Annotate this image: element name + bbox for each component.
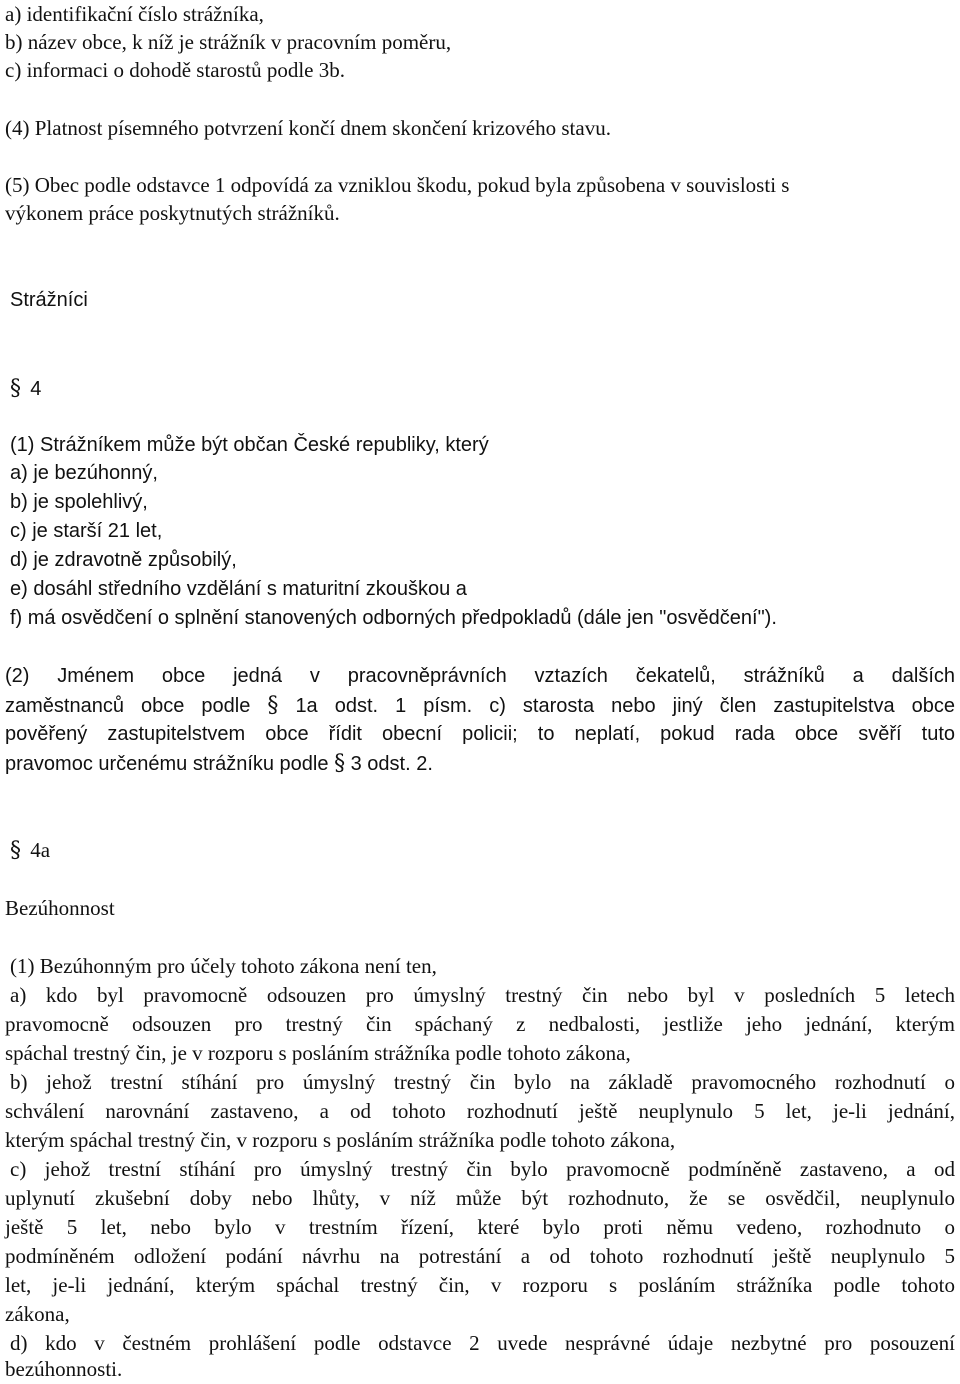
paragraph-intro: (1) Strážníkem může být občan České republiky, který (10, 434, 489, 456)
paragraph-line: b) jehož trestní stíhání pro úmyslný trestný čin bylo na základě pravomocného rozhodnutí o (10, 1070, 955, 1094)
paragraph-line: bezúhonnosti. (5, 1357, 123, 1381)
paragraph-5-line: (5) Obec podle odstavce 1 odpovídá za vzniklou škodu, pokud byla způsobena v souvislosti s (5, 173, 790, 197)
paragraph-intro: (1) Bezúhonným pro účely tohoto zákona není ten, (10, 954, 437, 978)
section-number: 4a (30, 838, 51, 862)
paragraph-5-line: výkonem práce poskytnutých strážníků. (5, 201, 340, 225)
heading-bezuhonnost: Bezúhonnost (5, 896, 115, 920)
list-item: f) má osvědčení o splnění stanovených odborných předpokladů (dále jen "osvědčení"). (10, 607, 777, 629)
paragraph-line: a) kdo byl pravomocně odsouzen pro úmyslný trestný čin nebo byl v posledních 5 letech (10, 983, 955, 1007)
paragraph-line: zaměstnanců obce podle § 1a odst. 1 písm. c) starosta nebo jiný člen zastupitelstva obce (5, 693, 955, 718)
paragraph-line: c) jehož trestní stíhání pro úmyslný trestný čin bylo pravomocně podmíněně zastaveno, a od (10, 1157, 955, 1181)
paragraph-line: let, je-li jednání, kterým spáchal trestný čin, v rozporu s posláním strážníka podle tohoto (5, 1273, 955, 1297)
section-mark: § (10, 376, 21, 401)
section-number: 4 (30, 378, 42, 400)
list-item: c) je starší 21 let, (10, 520, 163, 542)
section-heading (10, 374, 41, 403)
paragraph-line: zákona, (5, 1302, 70, 1326)
paragraph-line: uplynutí zkušební doby nebo lhůty, v níž může být rozhodnuto, že se osvědčil, neuplynulo (5, 1186, 955, 1210)
paragraph-line: podmíněném odložení podání návrhu na potrestání a od tohoto rozhodnutí ještě neuplynulo 5 (5, 1244, 955, 1268)
list-item: d) je zdravotně způsobilý, (10, 549, 237, 571)
list-item: b) název obce, k níž je strážník v pracovním poměru, (5, 30, 452, 54)
section-mark: § (334, 751, 346, 776)
heading-strazinici: Strážníci (10, 289, 88, 311)
paragraph-line: ještě 5 let, nebo bylo v trestním řízení, které bylo proti němu vedeno, rozhodnuto o (5, 1215, 955, 1239)
list-item: b) je spolehlivý, (10, 491, 148, 513)
paragraph-line: pravomoc určenému strážníku podle § 3 odst. 2. (5, 751, 433, 776)
paragraph-line: kterým spáchal trestný čin, v rozporu s posláním strážníka podle tohoto zákona, (5, 1128, 676, 1152)
paragraph-line: d) kdo v čestném prohlášení podle odstavce 2 uvede nesprávné údaje nezbytné pro posouzení (10, 1331, 955, 1355)
section-mark: § (267, 693, 279, 718)
paragraph-line: (2) Jménem obce jedná v pracovněprávních vztazích čekatelů, strážníků a dalších (5, 665, 955, 687)
list-item: e) dosáhl středního vzdělání s maturitní zkouškou a (10, 578, 467, 600)
list-item: a) identifikační číslo strážníka, (5, 2, 264, 26)
list-item: c) informaci o dohodě starostů podle 3b. (5, 58, 345, 82)
paragraph-line: schválení narovnání zastaveno, a od tohoto rozhodnutí ještě neuplynulo 5 let, je-li jednání, (5, 1099, 955, 1123)
paragraph-line: pravomocně odsouzen pro trestný čin spáchaný z nedbalosti, jestliže jeho jednání, kterým (5, 1012, 955, 1036)
paragraph-4: (4) Platnost písemného potvrzení končí dnem skončení krizového stavu. (5, 116, 611, 140)
paragraph-line: spáchal trestný čin, je v rozporu s posláním strážníka podle tohoto zákona, (5, 1041, 631, 1065)
list-item: a) je bezúhonný, (10, 462, 158, 484)
section-heading (10, 836, 50, 865)
paragraph-line: pověřený zastupitelstvem obce řídit obecní policii; to neplatí, pokud rada obce svěří tuto (5, 723, 955, 745)
section-mark: § (10, 838, 21, 863)
